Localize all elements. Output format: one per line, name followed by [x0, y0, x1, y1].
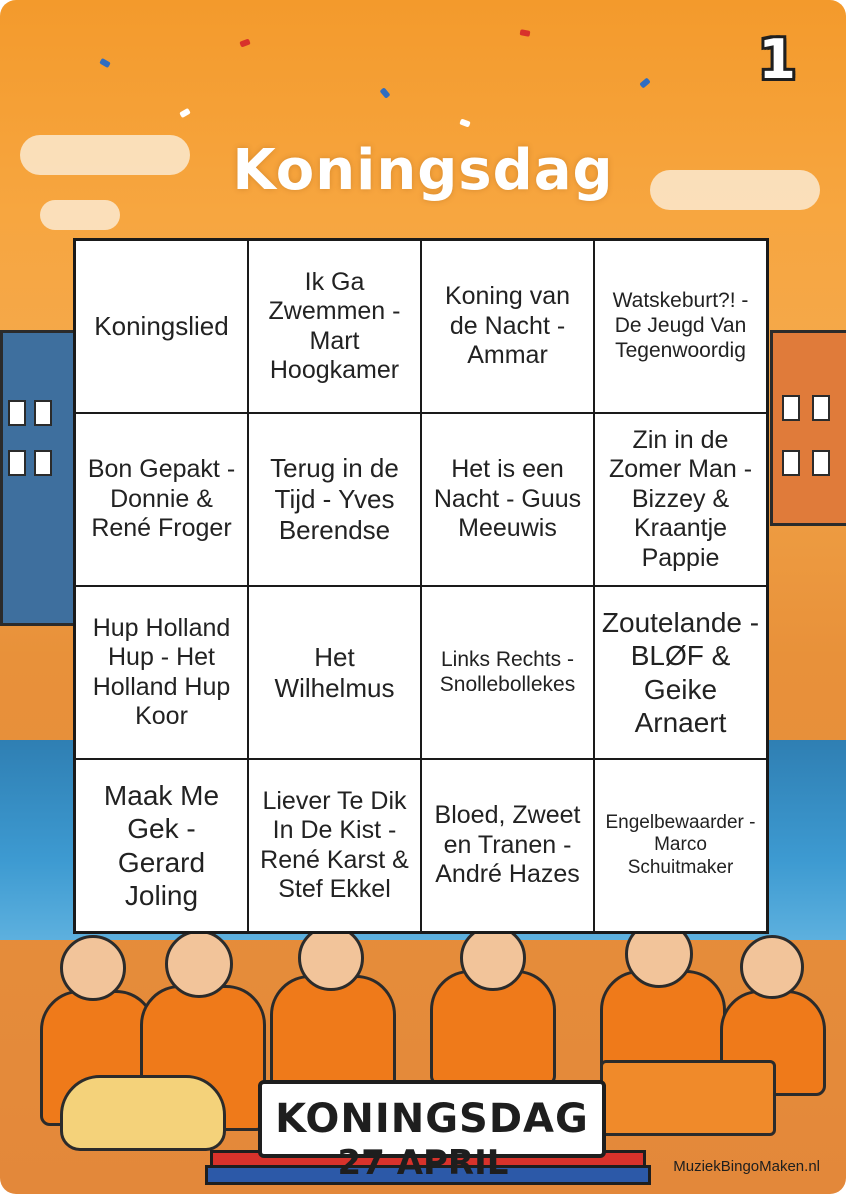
bingo-grid [73, 238, 769, 934]
bingo-cell[interactable]: Koning van de Nacht - Ammar [421, 240, 594, 413]
bingo-cell[interactable]: Links Rechts - Snollebollekes [421, 586, 594, 759]
bingo-cell[interactable]: Bon Gepakt - Donnie & René Froger [75, 413, 248, 586]
window [812, 395, 830, 421]
cloud [40, 200, 120, 230]
bingo-cell[interactable]: Terug in de Tijd - Yves Berendse [248, 413, 421, 586]
wooden-clogs [60, 1075, 226, 1151]
bingo-cell[interactable]: Koningslied [75, 240, 248, 413]
confetti [99, 58, 111, 68]
bingo-cell[interactable]: Het is een Nacht - Guus Meeuwis [421, 413, 594, 586]
confetti [239, 38, 250, 47]
bingo-cell[interactable]: Zin in de Zomer Man - Bizzey & Kraantje Pappie [594, 413, 767, 586]
window [782, 395, 800, 421]
window [34, 450, 52, 476]
event-date: 27 APRIL [337, 1143, 509, 1183]
window [34, 400, 52, 426]
canal-house-right [770, 330, 846, 526]
banner-text: KONINGSDAG [275, 1096, 589, 1142]
confetti [379, 87, 390, 99]
tompouce-cake [600, 1060, 776, 1136]
person-head [298, 925, 364, 991]
bingo-cell[interactable]: Engelbewaarder - Marco Schuitmaker [594, 759, 767, 932]
confetti [459, 118, 470, 127]
card-title: Koningsdag [232, 138, 614, 203]
confetti [520, 29, 531, 37]
bingo-cell[interactable]: Bloed, Zweet en Tranen - André Hazes [421, 759, 594, 932]
bingo-cell[interactable]: Liever Te Dik In De Kist - René Karst & Stef Ekkel [248, 759, 421, 932]
bingo-cell[interactable]: Hup Holland Hup - Het Holland Hup Koor [75, 586, 248, 759]
canal-house-left [0, 330, 76, 626]
card-number: 1 [758, 28, 796, 91]
bingo-cell[interactable]: Maak Me Gek - Gerard Joling [75, 759, 248, 932]
person-head [165, 930, 233, 998]
window [8, 450, 26, 476]
bingo-cell[interactable]: Ik Ga Zwemmen - Mart Hoogkamer [248, 240, 421, 413]
watermark: MuziekBingoMaken.nl [673, 1158, 820, 1175]
window [812, 450, 830, 476]
confetti [639, 77, 651, 88]
person-head [740, 935, 804, 999]
person-head [460, 925, 526, 991]
window [8, 400, 26, 426]
bingo-cell[interactable]: Het Wilhelmus [248, 586, 421, 759]
confetti [179, 108, 191, 118]
bingo-cell[interactable]: Zoutelande - BLØF & Geike Arnaert [594, 586, 767, 759]
person-head [60, 935, 126, 1001]
person [270, 975, 396, 1091]
window [782, 450, 800, 476]
bingo-cell[interactable]: Watskeburt?! - De Jeugd Van Tegenwoordig [594, 240, 767, 413]
